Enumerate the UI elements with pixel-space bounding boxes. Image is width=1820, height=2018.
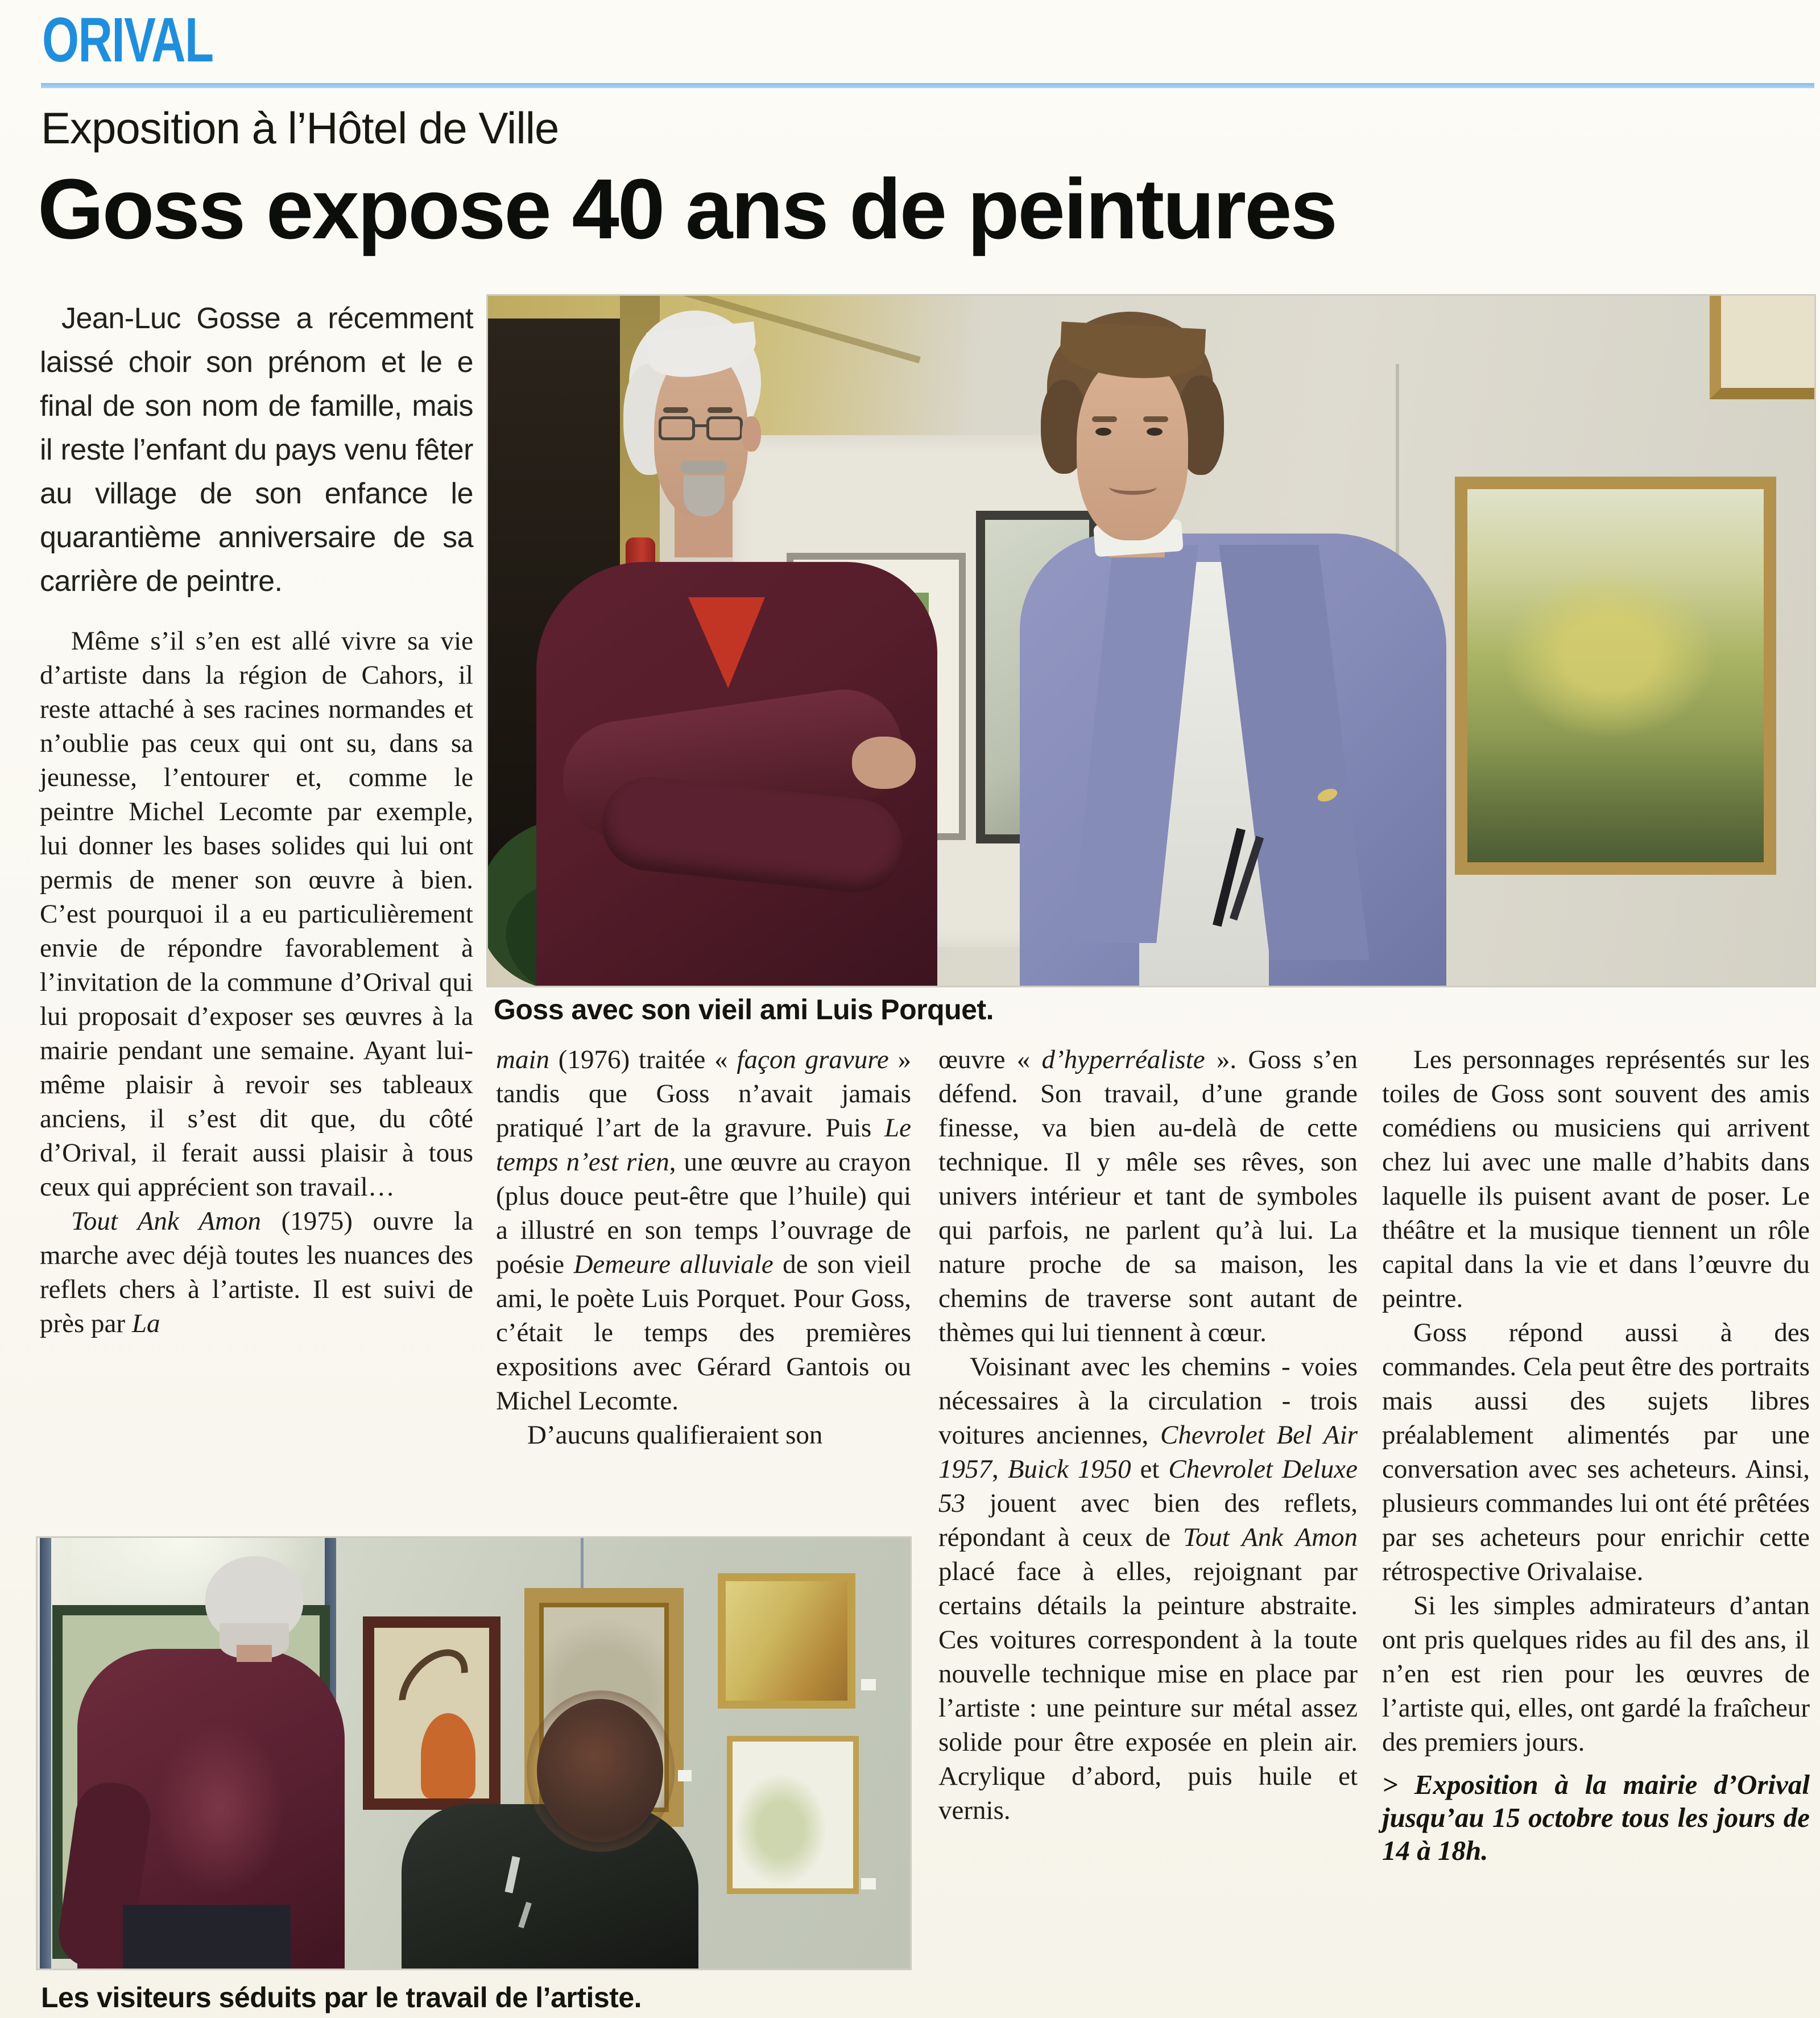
porquet-eyebrow (1143, 416, 1168, 422)
framed-painting-corner (1710, 296, 1814, 399)
wall-hook (861, 1878, 876, 1889)
article-column-1 (40, 297, 473, 1341)
goss-goatee (684, 475, 725, 516)
painting-foliage (1502, 569, 1718, 739)
framed-portrait (363, 1616, 500, 1810)
section-rule (41, 83, 1814, 88)
porquet-eyebrow (1092, 416, 1117, 422)
bottom-photo-caption: Les visiteurs séduits par le travail de l’artiste. (41, 1982, 642, 2013)
goss-moustache (680, 461, 727, 473)
porquet-face (1077, 357, 1188, 540)
visitor-man-highlight (154, 1720, 285, 1896)
visitor-woman-hair-frizz (527, 1690, 675, 1852)
goss-glasses-bridge (694, 424, 708, 427)
section-label: ORIVAL (42, 5, 213, 75)
article-paragraph: Les personnages représentés sur les toiles de Goss sont souvent des amis comédiens ou musiciens qui arrivent chez lui avec une malle d’habits dans laquelle ils puisent avant de poser. Le théâtre et la musique tiennent un rôle capital dans la vie et dans l’œuvre du peintre. (1382, 1045, 1810, 1313)
article-paragraph: Même s’il s’en est allé vivre sa vie d’artiste dans la région de Cahors, il reste attaché à ses racines normandes et n’oublie pas ceux qui ont su, dans sa jeunesse, l’entourer et, comme le peintre Michel Lecomte par exemple, lui donner les bases solides qui lui ont permis de mener son œuvre à bien. C’est pourquoi il a eu particulièrement envie de répondre favorablement à l’invitation de la commune d’Orival qui lui proposait d’exposer ses œuvres à la mairie pendant une semaine. Ayant lui-même plaisir à revoir ses tableaux anciens, il s’est dit que, du côté d’Orival, il ferait aussi plaisir à tous ceux qui apprécient son travail… (40, 626, 473, 1202)
visitor-man-trousers (123, 1905, 291, 1969)
goss-ear (742, 416, 761, 452)
porquet-smile (1109, 479, 1157, 495)
goss-eyebrow (708, 407, 733, 413)
goss-hand (852, 737, 916, 789)
article-kicker: Exposition à l’Hôtel de Ville (41, 103, 559, 153)
panel-pole (40, 1538, 51, 1969)
article-paragraph: Goss répond aussi à des commandes. Cela peut être des portraits mais aussi des sujets libres préalablement alimentés par une conversation avec ses acheteurs. Ainsi, plusieurs commandes lui ont été prêtées par ses acheteurs pour enrichir cette rétrospective Orivalaise. (1382, 1318, 1810, 1586)
goss-glasses (706, 416, 743, 440)
article-paragraph: Jean-Luc Gosse a récemment laissé choir son prénom et le e final de son nom de famille, mais il reste l’enfant du pays venu fêter au village de son enfance le quarantième anniversaire de sa carrière de peintre. (40, 302, 473, 598)
main-photo-caption: Goss avec son vieil ami Luis Porquet. (494, 994, 994, 1025)
wall-hook (861, 1679, 876, 1690)
article-paragraph: Tout Ank Amon (1975) ouvre la marche avec déjà toutes les nuances des reflets chers à l’artiste. Il est suivi de près par La (40, 1206, 474, 1338)
framed-landscape-small (718, 1573, 855, 1709)
article-paragraph: œuvre « d’hyperréaliste ». Goss s’en défend. Son travail, d’une grande finesse, va bien au-delà de cette technique. Il y mêle ses rêves, son univers intérieur et tant de symboles qui parfois, ne parlent qu’à lui. La nature proche de sa maison, les chemins de traverse sont autant de thèmes qui lui tiennent à cœur. (938, 1045, 1358, 1347)
article-paragraph: Voisinant avec les chemins - voies nécessaires à la circulation - trois voitures anciennes, Chevrolet Bel Air 1957, Buick 1950 et Chevrolet Deluxe 53 jouent avec bien des reflets, répondant à ceux de Tout Ank Amon placé face à elles, rejoignant par certains détails la peinture abstraite. Ces voitures correspondent à la toute nouvelle technique mise en place par l’artiste : une peinture sur métal assez solide pour être exposée en plein air. Acrylique d’abord, puis huile et vernis. (938, 1352, 1358, 1825)
article-column-3 (938, 1043, 1358, 1827)
bottom-photo (38, 1538, 910, 1969)
wall-hook (678, 1770, 692, 1781)
goss-glasses (659, 416, 695, 440)
framed-painting-landscape (1455, 477, 1776, 875)
main-photo (488, 296, 1814, 986)
article-column-2 (496, 1043, 911, 1452)
visitor-man-neck (237, 1645, 272, 1662)
goss-eyebrow (663, 407, 688, 413)
article-paragraph: Si les simples admirateurs d’antan ont pris quelques rides au fil des ans, il n’en est rien pour les œuvres de l’artiste qui, elles, ont gardé la fraîcheur des premiers jours. (1382, 1591, 1810, 1757)
porquet-eye (1095, 428, 1111, 436)
article-paragraph: main (1976) traitée « façon gravure » tandis que Goss n’avait jamais pratiqué l’art de la gravure. Puis Le temps n’est rien, une œuvre au crayon (plus douce peut-être que l’huile) qui a illustré en son temps l’ouvrage de poésie Demeure alluviale de son vieil ami, le poète Luis Porquet. Pour Goss, c’était le temps des premières expositions avec Gérard Gantois ou Michel Lecomte. (496, 1045, 912, 1416)
portrait-figure (421, 1713, 475, 1798)
article-headline: Goss expose 40 ans de peintures (38, 161, 1336, 257)
hanging-wire (581, 1538, 584, 1590)
porquet-eye (1147, 428, 1163, 436)
framed-sketch (727, 1736, 859, 1894)
article-column-4 (1382, 1043, 1810, 1867)
article-paragraph: D’aucuns qualifieraient son (527, 1420, 823, 1450)
article-paragraph: > Exposition à la mairie d’Orival jusqu’au 15 octobre tous les jours de 14 à 18h. (1382, 1769, 1810, 1866)
